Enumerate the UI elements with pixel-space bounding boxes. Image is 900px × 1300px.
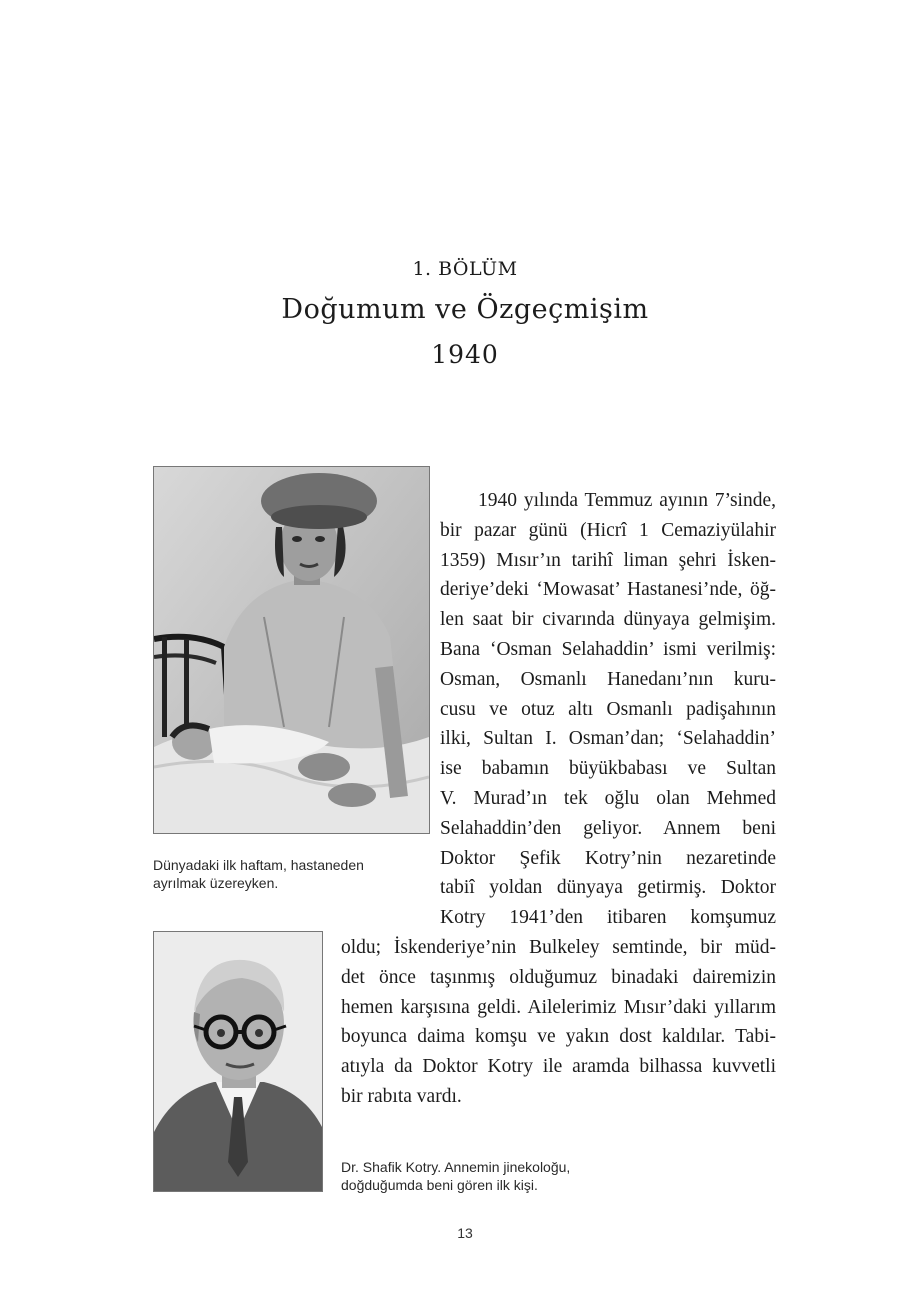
body-line: bir pazar günü (Hicrî 1 Cemaziyülahir [440, 519, 776, 541]
caption-mother-photo [153, 856, 413, 892]
body-line: det önce taşınmış olduğumuz binadaki dairemizin [341, 966, 776, 988]
body-line: deriye’deki ‘Mowasat’ Hastanesi’nde, öğ- [440, 579, 776, 601]
body-line: bir rabıta vardı. [341, 1085, 462, 1107]
chapter-title: Doğumum ve Özgeçmişim [281, 294, 649, 325]
body-line: hemen karşısına geldi. Ailelerimiz Mısır’daki yıllarım [341, 996, 776, 1018]
caption-line: doğduğumda beni gören ilk kişi. [341, 1177, 538, 1193]
body-line: tabiî yoldan dünyaya getirmiş. Doktor [440, 877, 776, 899]
body-line: cusu ve otuz altı Osmanlı padişahının [440, 698, 776, 720]
body-line: Bana ‘Osman Selahaddin’ ismi verilmiş: [440, 638, 776, 660]
photo-mother-and-baby [153, 466, 430, 834]
body-line: Doktor Şefik Kotry’nin nezaretinde [440, 847, 776, 869]
body-text [341, 486, 776, 1112]
caption-line: Dr. Shafik Kotry. Annemin jinekoloğu, [341, 1159, 571, 1175]
chapter-label: 1. BÖLÜM [412, 258, 518, 280]
body-line: ise babamın büyükbabası ve Sultan [440, 758, 776, 780]
photo-doctor-portrait [153, 931, 323, 1192]
body-line: atıyla da Doktor Kotry ile aramda bilhassa kuvvetli [341, 1056, 776, 1078]
body-line: 1940 yılında Temmuz ayının 7’sinde, [478, 490, 776, 511]
chapter-year: 1940 [431, 340, 499, 369]
caption-line: Dünyadaki ilk haftam, hastaneden [153, 857, 364, 873]
body-line: Kotry 1941’den itibaren komşumuz [440, 907, 776, 929]
body-line: boyunca daima komşu ve yakın dost kaldılar. Tabi- [341, 1026, 776, 1048]
caption-doctor-photo [341, 1158, 641, 1194]
body-line: len saat bir civarında dünyaya gelmişim. [440, 609, 776, 631]
body-line: V. Murad’ın tek oğlu olan Mehmed [440, 787, 776, 809]
body-line: oldu; İskenderiye’nin Bulkeley semtinde, bir müd- [341, 936, 776, 958]
body-line: ilki, Sultan I. Osman’dan; ‘Selahaddin’ [440, 728, 776, 750]
body-line: 1359) Mısır’ın tarihî liman şehri İsken- [440, 549, 776, 571]
body-line: Osman, Osmanlı Hanedanı’nın kuru- [440, 668, 776, 690]
caption-line: ayrılmak üzereyken. [153, 875, 279, 891]
body-line: Selahaddin’den geliyor. Annem beni [440, 817, 776, 839]
page-number: 13 [457, 1225, 473, 1241]
